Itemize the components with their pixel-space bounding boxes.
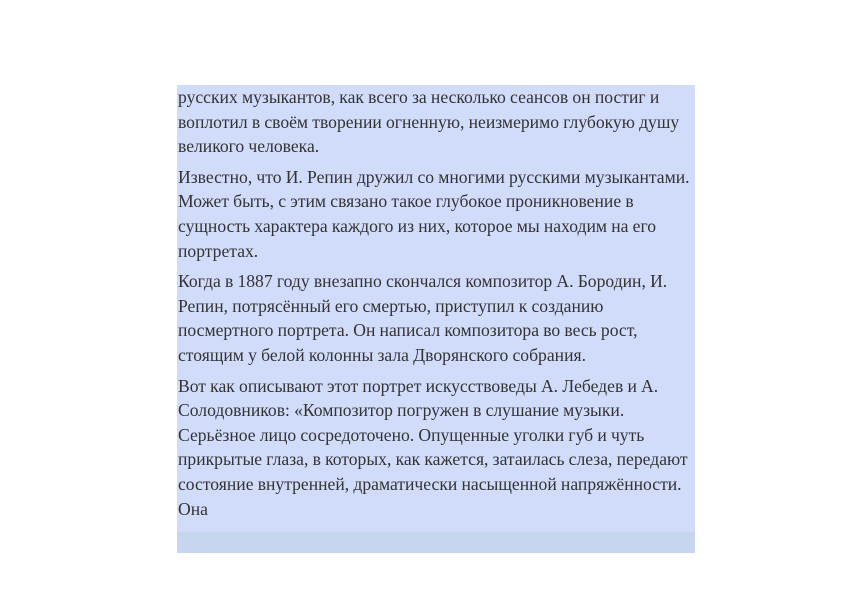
text-box	[177, 85, 695, 553]
paragraph-1: русских музыкантов, как всего за несколько сеансов он постиг и воплотил в своём творении огненную, неизмеримо глубокую душу великого человека.	[178, 87, 680, 157]
paragraph-2: Известно, что И. Репин дружил со многими русскими музыкантами. Может быть, с этим связано такое глубокое проникновение в сущность характера каждого из них, которое мы находим на его портретах.	[178, 166, 690, 261]
paragraph-4: Вот как описывают этот портрет искусствоведы А. Лебедев и А. Солодовников: «Композитор погружен в слушание музыки. Серьёзное лицо сосредоточено. Опущенные уголки губ и чуть прикрытые глаза, в которых, как кажется, затаилась слеза, передают состояние внутренней, драматически насыщенной напряжённости. Она	[178, 375, 688, 519]
paragraph-3: Когда в 1887 году внезапно скончался композитор А. Бородин, И. Репин, потрясённый его смертью, приступил к созданию посмертного портрета. Он написал композитора во весь рост, стоящим у белой колонны зала Дворянского собрания.	[178, 271, 668, 365]
text-box-footer	[177, 532, 695, 553]
